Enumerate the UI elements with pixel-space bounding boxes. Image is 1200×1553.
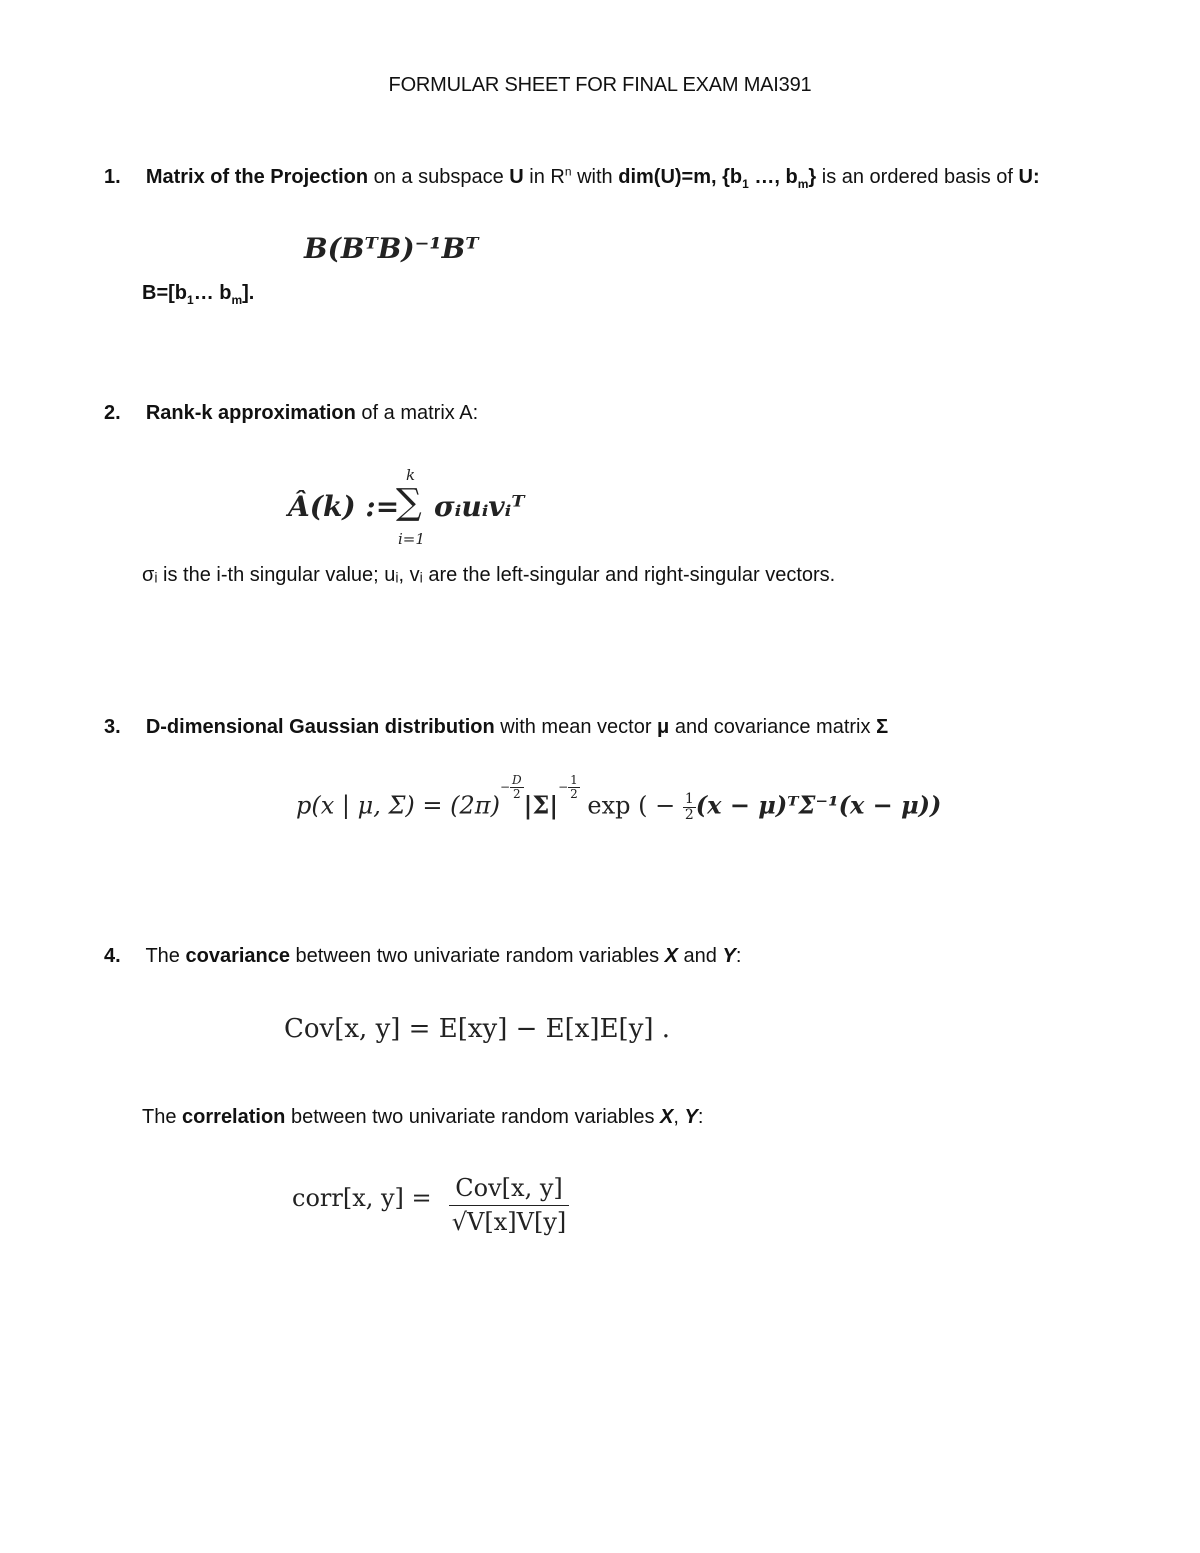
correlation-heading [142, 1106, 703, 1129]
corr-term: correlation [182, 1106, 286, 1128]
item-1-brace: } [808, 166, 817, 188]
covariance-formula: Cov[x, y] = E[xy] − E[x]E[y] . [284, 1014, 671, 1044]
basis-def-sub-1: 1 [187, 293, 194, 307]
gauss-half-den: 2 [684, 806, 694, 823]
corr-colon: : [697, 1106, 704, 1128]
corr-text: between two univariate random variables [285, 1106, 661, 1128]
item-1-sub-1: 1 [742, 177, 749, 191]
item-1-text-a: on a subspace [368, 166, 510, 188]
corr-comma: , [673, 1106, 685, 1128]
corr-denominator: √V[x]V[y] [451, 1208, 567, 1237]
gauss-exp1-den: 2 [512, 786, 521, 801]
item-2-text: of a matrix A: [355, 402, 479, 424]
page-title: FORMULAR SHEET FOR FINAL EXAM MAI391 [388, 74, 812, 96]
rank-k-lhs: Â(k) := [288, 490, 400, 523]
basis-def-b: … b [193, 282, 232, 304]
gaussian-formula: p(x | μ, $\Sigma) = (2\pi)^{- \frac{D}{2}}$ $|\Sigma|^{- \frac{1}{2}}$ exp ( − $\frac{1}{2}$ (x − μ)ᵀΣ⁻¹(x − μ)) [296, 773, 942, 823]
item-3-heading [104, 716, 888, 739]
item-4-and: and [678, 945, 723, 967]
item-3-sigma: Σ [876, 716, 889, 738]
basis-def-a: B=[b [142, 282, 187, 304]
item-1-sup-n: n [564, 164, 572, 179]
item-1-sub-m: m [797, 177, 809, 191]
corr-lhs: corr[x, y] = [292, 1184, 432, 1213]
item-4-number: 4. [104, 945, 121, 967]
item-3-term: D-dimensional Gaussian distribution [145, 716, 495, 738]
gauss-half-num: 1 [684, 790, 694, 807]
item-4-x: X [664, 945, 678, 967]
item-3-number: 3. [104, 716, 121, 738]
sum-symbol: ∑ [396, 482, 422, 523]
item-1-term: Matrix of the Projection [145, 166, 369, 188]
item-2-heading [104, 402, 478, 425]
basis-def-c: ]. [242, 282, 255, 304]
item-1-u2: U: [1018, 166, 1040, 188]
item-4-colon: : [735, 945, 742, 967]
sum-lower: i=1 [398, 530, 425, 548]
singular-note: σᵢ is the i-th singular value; uᵢ, vᵢ are the left-singular and right-singular vectors. [142, 564, 836, 586]
rank-k-rhs: σᵢuᵢvᵢᵀ [434, 490, 525, 523]
basis-def-sub-m: m [231, 293, 243, 307]
item-2-number: 2. [104, 402, 121, 424]
item-3-text-b: and covariance matrix [669, 716, 877, 738]
item-4-heading [104, 945, 741, 968]
gauss-exp1-num: D [512, 773, 522, 787]
basis-definition [142, 282, 254, 305]
correlation-formula [292, 1176, 569, 1235]
item-1-dots: …, b [748, 166, 798, 188]
item-1-u: U [509, 166, 524, 188]
item-3-mu: μ [657, 716, 670, 738]
item-1-number: 1. [104, 166, 121, 188]
gauss-part-a: p(x | μ, Σ) = (2π) [296, 791, 500, 820]
item-4-term: covariance [185, 945, 290, 967]
item-4-y: Y [722, 945, 736, 967]
corr-y: Y [684, 1106, 698, 1128]
projection-formula: B(BᵀB)⁻¹Bᵀ [304, 232, 479, 265]
gauss-part-c: exp ( − [579, 791, 676, 820]
item-4-pre: The [145, 945, 186, 967]
corr-numerator: Cov[x, y] [449, 1176, 568, 1206]
item-1-heading [104, 166, 1040, 189]
item-1-text-d: is an ordered basis of [816, 166, 1019, 188]
gauss-exp2-num: 1 [570, 773, 578, 787]
item-1-dim: dim(U)=m, {b [618, 166, 743, 188]
gauss-part-d: (x − μ)ᵀΣ⁻¹(x − μ)) [695, 790, 942, 820]
gauss-exp2-den: 2 [570, 786, 578, 801]
corr-x: X [660, 1106, 674, 1128]
item-3-text-a: with mean vector [494, 716, 658, 738]
item-2-term: Rank-k approximation [145, 402, 356, 424]
sum-upper: k [406, 466, 416, 484]
corr-pre: The [142, 1106, 183, 1128]
item-1-text-b: in R [523, 166, 565, 188]
gauss-part-b: |Σ| [523, 790, 559, 820]
item-1-text-c: with [571, 166, 619, 188]
item-4-text-a: between two univariate random variables [290, 945, 665, 967]
